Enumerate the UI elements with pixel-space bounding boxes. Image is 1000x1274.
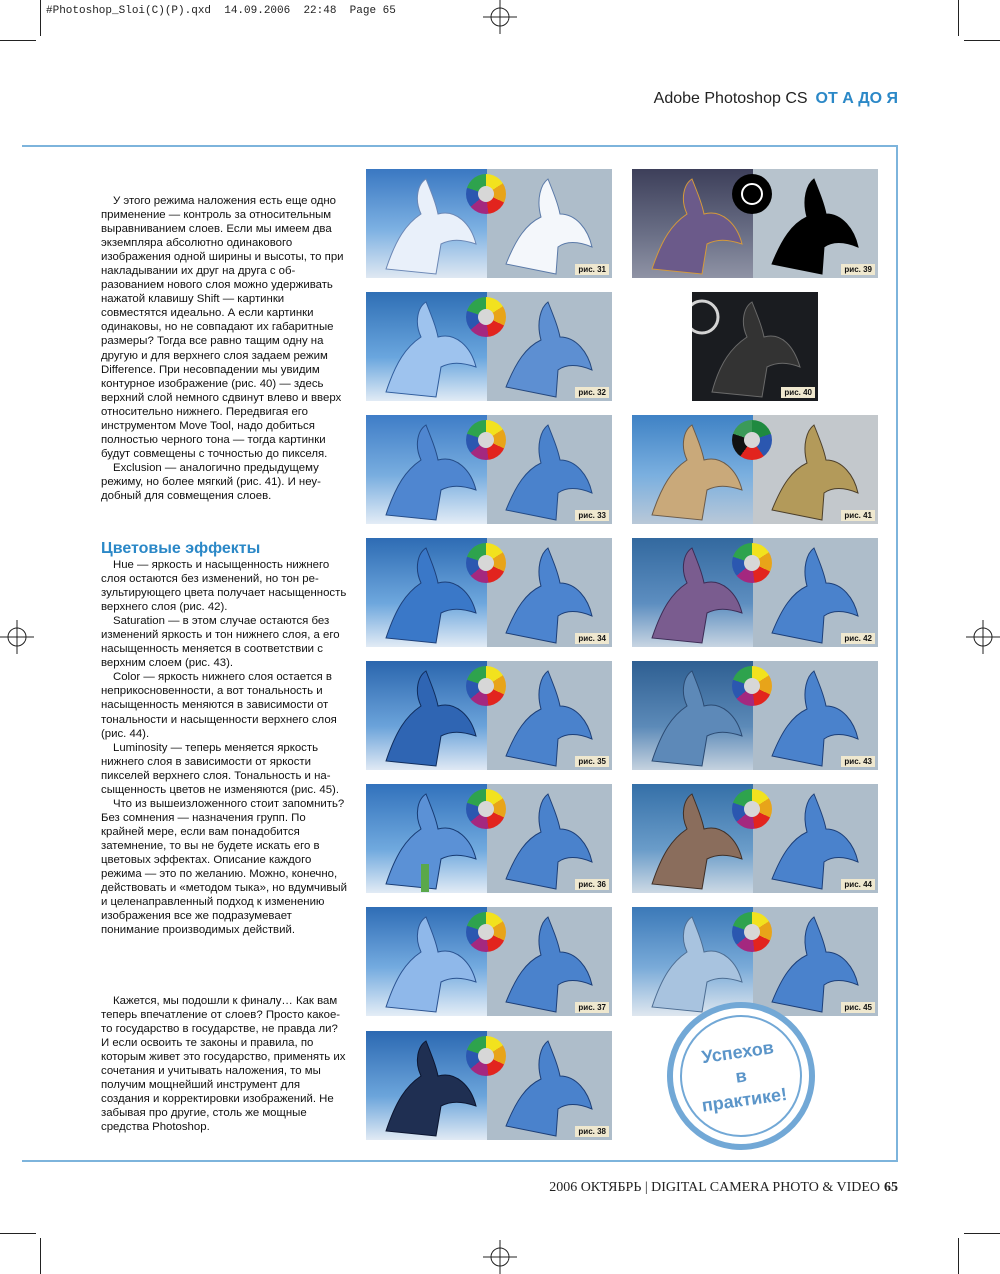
crop-mark [0, 40, 36, 41]
figure-caption: рис. 38 [575, 1126, 609, 1137]
registration-mark-icon [483, 0, 517, 34]
figure-36 [366, 784, 612, 893]
header-title: Adobe Photoshop CS [653, 90, 808, 107]
color-wheel-icon [732, 666, 772, 706]
paragraph: Color — яркость нижнего слоя остается в неприкосновенности, а вот тональность и насыщенность меняются в зависимости от тональности и насыщенности верхнего слоя (рис. 44). [101, 671, 337, 740]
figure-40 [692, 292, 818, 401]
color-wheel-icon [466, 912, 506, 952]
color-wheel-icon [732, 543, 772, 583]
figure-33 [366, 415, 612, 524]
color-wheel-icon [732, 789, 772, 829]
registration-mark-icon [966, 620, 1000, 654]
print-slug: #Photoshop_Sloi(C)(P).qxd 14.09.2006 22:48 Page 65 [46, 5, 396, 17]
color-wheel-icon [466, 420, 506, 460]
article-intro [101, 194, 348, 503]
stamp-ring [672, 1007, 810, 1145]
color-wheel-icon [466, 543, 506, 583]
frame-border-bottom [22, 1160, 898, 1162]
figure-caption: рис. 42 [841, 633, 875, 644]
footer-text: 2006 ОКТЯБРЬ | DIGITAL CAMERA PHOTO & VIDEO [549, 1180, 880, 1195]
section-heading: Цветовые эффекты [101, 540, 261, 557]
article-final [101, 994, 348, 1134]
figure-35 [366, 661, 612, 770]
figure-32 [366, 292, 612, 401]
color-wheel-icon [466, 174, 506, 214]
figure-39 [632, 169, 878, 278]
figure-43 [632, 661, 878, 770]
registration-mark-icon [0, 620, 34, 654]
color-wheel-icon [466, 789, 506, 829]
figure-caption: рис. 35 [575, 756, 609, 767]
header-accent: ОТ А ДО Я [815, 90, 898, 107]
figure-caption: рис. 44 [841, 879, 875, 890]
figure-caption: рис. 43 [841, 756, 875, 767]
figure-41 [632, 415, 878, 524]
paragraph: Кажется, мы подошли к финалу… Как вам теперь впечатление от слоев? Просто какое-то государство в государстве, не правда ли? И если освоить те законы и правила, по которым живет это государство, применять их сочетания и учитывать наложения, то мы получим мощнейший инструмент для создания и корректировки изображений. Не забывая про другие, столь же мощные средства Photoshop. [101, 995, 346, 1134]
figure-45 [632, 907, 878, 1016]
success-stamp [657, 992, 824, 1159]
figure-38 [366, 1031, 612, 1140]
page-header [654, 90, 898, 108]
figure-caption: рис. 41 [841, 510, 875, 521]
frame-border-top [22, 145, 898, 147]
frame-border-right [896, 145, 898, 1162]
stamp-line: в [734, 1065, 748, 1087]
color-wheel-icon [466, 666, 506, 706]
crop-mark [964, 1233, 1000, 1234]
color-wheel-icon [732, 420, 772, 460]
iris-outline-icon [692, 292, 818, 401]
paragraph: Hue — яркость и насыщенность нижнего слоя остаются без изменений, но тон результирующего цвета получает насыщенность верхнего слоя (рис. 42). [101, 559, 347, 614]
color-wheel-icon [466, 1036, 506, 1076]
figure-caption: рис. 31 [575, 264, 609, 275]
figure-caption: рис. 36 [575, 879, 609, 890]
crop-mark [958, 0, 959, 36]
figure-caption: рис. 37 [575, 1002, 609, 1013]
paragraph: Saturation — в этом случае остаются без изменений яркость и тон нижнего слоя, а его насыщенность меняется в соответствии с верхним слоем (рис. 43). [101, 615, 340, 670]
figure-caption: рис. 40 [781, 387, 815, 398]
figure-caption: рис. 34 [575, 633, 609, 644]
figure-42 [632, 538, 878, 647]
stamp-line: Успехов [700, 1037, 775, 1068]
color-wheel-icon [732, 912, 772, 952]
figure-34 [366, 538, 612, 647]
figure-caption: рис. 45 [841, 1002, 875, 1013]
article-section [101, 558, 348, 937]
figure-caption: рис. 39 [841, 264, 875, 275]
stamp-line: практике! [700, 1083, 789, 1116]
crop-mark [958, 1238, 959, 1274]
crop-mark [40, 0, 41, 36]
iris-flower-icon [632, 169, 878, 278]
crop-mark [964, 40, 1000, 41]
figure-31 [366, 169, 612, 278]
figure-44 [632, 784, 878, 893]
paragraph: Luminosity — теперь меняется яркость нижнего слоя в зависимости от яркости пикселей верхнего слоя. Тональность и насыщенность цветов не изменяются (рис. 45). [101, 741, 339, 796]
paragraph: У этого режима наложения есть еще одно применение — контроль за относительным выравниванием слоев. Если мы имеем два экземпляра абсолютно одинакового изображения одной ширины и высоты, то при накладывании их друг на друга с образованием нового слоя можно удерживать нажатой клавишу Shift — картинки совместятся идеально. А если картинки одинаковы, но не совпадают их габаритные размеры? Тогда все равно тащим одну на другую и для верхнего слоя задаем режим Difference. При несовпадении мы увидим контурное изображение (рис. 40) — здесь верхний слой немного сдвинут влево и вверх относительно нижнего. Передвигая его инструментом Move Tool, надо добиться полностью черного тона — тогда картинки будут совмещены с точностью до пикселя. [101, 195, 344, 460]
page-footer [549, 1180, 898, 1196]
registration-mark-icon [483, 1240, 517, 1274]
paragraph: Что из вышеизложенного стоит запомнить? Без сомнения — назначения групп. По крайней мере, если вам понадобится затемнение, то вы не будете искать его в цветовых эффектах. Описание каждого режима — это по желанию. Можно, конечно, действовать и «методом тыка», но вдумчивый и целенаправленный подход к изменению изображения все же подразумевает понимание производимых действий. [101, 797, 347, 937]
figure-caption: рис. 32 [575, 387, 609, 398]
crop-mark [40, 1238, 41, 1274]
paragraph: Exclusion — аналогично предыдущему режиму, но более мягкий (рис. 41). И неудобный для совмещения слоев. [101, 461, 321, 502]
color-wheel-icon [466, 297, 506, 337]
crop-mark [0, 1233, 36, 1234]
page-number: 65 [884, 1180, 898, 1195]
figure-caption: рис. 33 [575, 510, 609, 521]
figure-37 [366, 907, 612, 1016]
